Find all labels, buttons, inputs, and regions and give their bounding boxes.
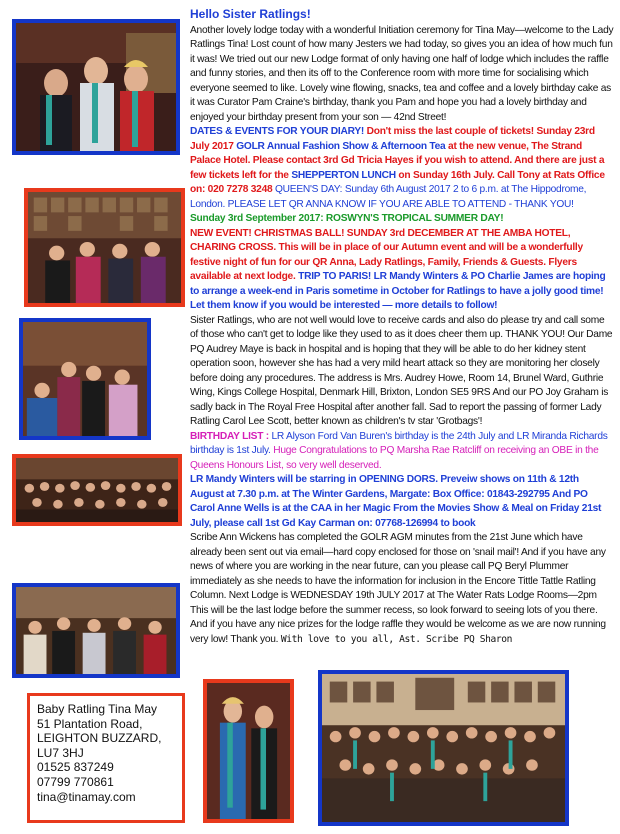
contact-address-box [27, 693, 185, 823]
photo-lodge-room-group [24, 188, 185, 307]
photo-image [207, 683, 290, 819]
photo-ladies-sashes [12, 583, 180, 678]
birthday-paragraph: BIRTHDAY LIST : LR Alyson Ford Van Buren's birthday is the 24th July and LR Miranda Richards birthday is 1st July. Huge Congratulations to PQ Marsha Rae Ratcliff on receiving an OBE in the Queens Honours List, so very well deserved. [190, 430, 608, 471]
christmas-ball-paragraph: NEW EVENT! CHRISTMAS BALL! SUNDAY 3rd DECEMBER AT THE AMBA HOTEL, CHARING CROSS. This will be in place of our Autumn event and will be a wonderfully festive night of fun for our QR Anna, Lady Ratlings, Family, Friends & Guests. Flyers available at next lodge. TRIP TO PARIS! LR Mandy Winters & PO Charlie James are hoping to arrange a week-end in Paris sometime in October for Ratlings to have a jolly good time! Let them know if you would be interested — more details to follow! [190, 227, 606, 311]
photo-image [322, 674, 565, 822]
contact-postcode: LU7 3HJ [37, 745, 84, 760]
scribe-paragraph: Scribe Ann Wickens has completed the GOLR AGM minutes from the 21st June which have already been sent out via email—hard copy enclosed for those on 'snail mail'! And if you have any news of where you are working in the near future, can you please call PQ Beryl Plummer immediately as she needs to have the information for inclusion in the Encore Tittle Tattle Ratling Column. Next Lodge is WEDNESDAY 19th JULY 2017 at The Water Rats Lodge Rooms—2pm This will be the last lodge before the summer recess, so look forward to seeing lots of you there. And if you have any nice prizes for the lodge raffle they would be welcome as we are now running very low! Thank you. With love to you all, Ast. Scribe PQ Sharon [190, 532, 606, 645]
photo-initiation-ladies [12, 19, 180, 155]
queens-day: QUEEN'S DAY: Sunday 6th August 2017 2 to 6 p.m. at The Hippodrome, London. PLEASE LET QR ANNA KNOW IF YOU ARE ABLE TO ATTEND - THANK YOU! [190, 184, 587, 210]
events-paragraph: DATES & EVENTS FOR YOUR DIARY! Don't miss the last couple of tickets! Sunday 23rd July 2017 GOLR Annual Fashion Show & Afternoon Tea at the new venue, The Strand Palace Hotel. Please contact 3rd Gd Tricia Hayes if you wish to attend. And there are just a few tickets left for the SHEPPERTON LUNCH on Sunday 16th July. Call Tony at Rats Office on: 020 7278 3248 QUEEN'S DAY: Sunday 6th August 2017 2 to 6 p.m. at The Hippodrome, London. PLEASE LET QR ANNA KNOW IF YOU ARE ABLE TO ATTEND - THANK YOU! [190, 126, 605, 210]
events-heading: DATES & EVENTS FOR YOUR DIARY! [190, 126, 365, 137]
contact-email[interactable]: tina@tinamay.com [37, 789, 136, 804]
contact-mobile: 07799 770861 [37, 774, 114, 789]
photo-dinner-group [12, 454, 182, 526]
photo-image [28, 192, 181, 303]
contact-street: 51 Plantation Road, [37, 716, 143, 731]
contact-town: LEIGHTON BUZZARD, [37, 731, 162, 746]
intro-paragraph: Another lovely lodge today with a wonderful Initiation ceremony for Tina May—welcome to the Lady Ratlings Tina! Lost count of how many Jesters we had today, so gives you an idea of how much fun it was! We tried out our new Lodge format of only having one half of lodge which includes the raffle and funny stories, and then its off to the Conference room with more time for socialising which everyone seemed to like. Lovely wine flowing, snacks, tea and coffee and a lovely birthday cake as it was Curator Pam Craine's birthday, thank you Pam and hope you had a lovely birthday and enjoyed your birthday present from your son — 42nd Street! [190, 24, 614, 123]
photo-ladies-sitting [19, 318, 151, 440]
photo-image [16, 23, 176, 151]
photo-image [16, 458, 178, 522]
mandy-winters-show: LR Mandy Winters will be starring in OPENING DORS. Preveiw shows on 11th & 12th August at 7.30 p.m. at The Winter Gardens, Margate: Box Office: 01843-292795 And PO Carol Anne Wells is at the CAA in her Magic From the Movies Show & Meal on Friday 21st July, please call 1st Gd Kay Carman on: 07768-126994 to book [190, 474, 602, 529]
paris-trip: TRIP TO PARIS! LR Mandy Winters & PO Charlie James are hoping to arrange a week-end in Paris sometime in October for Ratlings to have a jolly good time! Let them know if you would be interested — more details to follow! [190, 271, 606, 311]
roswyn-event: Sunday 3rd September 2017: ROSWYN'S TROPICAL SUMMER DAY! [190, 213, 504, 224]
birthday-heading: BIRTHDAY LIST : [190, 430, 269, 442]
photo-image [23, 322, 147, 436]
signoff: With love to you all, Ast. Scribe PQ Sharon [280, 633, 513, 645]
greeting-heading: Hello Sister Ratlings! [190, 7, 311, 21]
photo-image [16, 587, 176, 674]
sister-ratlings-paragraph: Sister Ratlings, who are not well would love to receive cards and also do please try and call some of those who can't get to lodge like they used to as it does cheer them up. THANK YOU! Our Dame PQ Audrey Maye is back in hospital and is hoping that they will be able to do her kidney stent operation soon, however she has had a very mild heart attack so they are monitoring her closely before doing any procedures. The address is Mrs. Audrey Howe, Room 14, Brunel Ward, Guthrie Wing, Kings College Hospital, Denmark Hill, Brixton, London SE5 9RS And our PO Joy Graham is sadly back in The Royal Free Hospital after another fall. Sad to report the passing of former Lady Ratling Carol Lee Scott, better known as children's tv star 'Grotbags'! [190, 314, 613, 427]
obe-congratulations: Huge Congratulations to PQ Marsha Rae Ratcliff on receiving an OBE in the Queens Honours List, so very well deserved. [190, 445, 599, 471]
contact-name: Baby Ratling Tina May [37, 702, 158, 716]
photo-large-group [318, 670, 569, 826]
photo-two-ladies [203, 679, 294, 823]
contact-phone: 01525 837249 [37, 760, 114, 775]
newsletter-article [190, 7, 614, 647]
